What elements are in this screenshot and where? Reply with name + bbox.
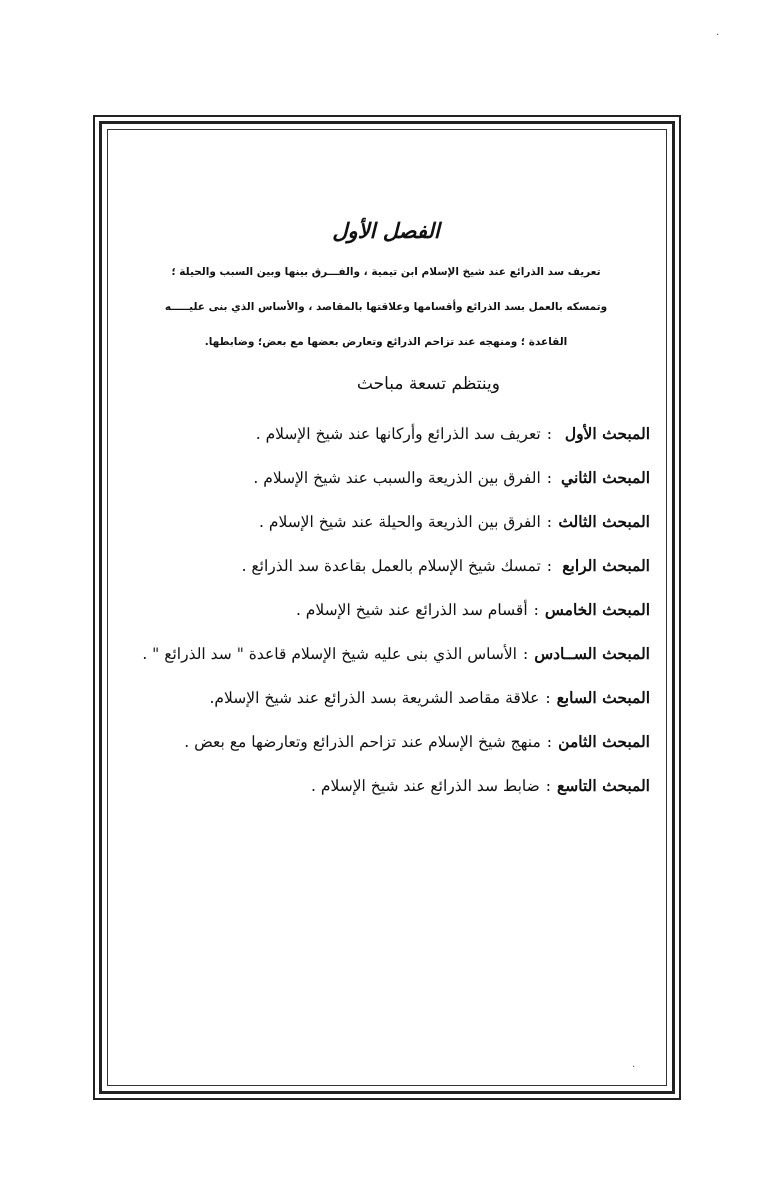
section-entry (122, 412, 650, 456)
sections-intro: وينتظم تسعة مباحث (356, 374, 500, 394)
section-entry (122, 632, 650, 676)
colon-separator: : (546, 513, 552, 531)
section-entry (122, 720, 650, 764)
section-title: الفرق بين الذريعة والحيلة عند شيخ الإسلام . (259, 513, 541, 531)
section-label: المبحث الخامس (544, 600, 650, 619)
summary-line: تعريف سد الذرائع عند شيخ الإسلام ابن تيمية ، والفـــرق بينها وبين السبب والحيلة ؛ (171, 266, 601, 278)
section-entry (122, 588, 650, 632)
section-title: علاقة مقاصد الشريعة بسد الذرائع عند شيخ الإسلام. (209, 689, 540, 707)
section-label: المبحث الســادس (534, 644, 650, 663)
section-entry (122, 456, 650, 500)
colon-separator: : (546, 425, 552, 443)
section-title: أقسام سد الذرائع عند شيخ الإسلام . (295, 601, 528, 619)
section-label: المبحث الرابع (562, 556, 650, 575)
summary-line: وتمسكه بالعمل بسد الذرائع وأقسامها وعلاقتها بالمقاصد ، والأساس الذي بنى عليـــــه (164, 301, 608, 313)
colon-separator: : (546, 469, 552, 487)
section-label: المبحث الأول (564, 424, 650, 443)
colon-separator: : (533, 601, 539, 619)
section-entry (122, 764, 650, 808)
scan-speck: · (632, 1062, 636, 1073)
section-title: منهج شيخ الإسلام عند تزاحم الذرائع وتعارضها مع بعض . (184, 733, 541, 751)
chapter-summary (122, 255, 650, 360)
section-label: المبحث التاسع (557, 776, 650, 795)
section-label: المبحث الثامن (558, 732, 650, 751)
scan-speck: · (716, 30, 720, 41)
section-entry (122, 544, 650, 588)
section-label: المبحث السابع (556, 688, 650, 707)
section-title: الأساس الذي بنى عليه شيخ الإسلام قاعدة " سد الذرائع " . (142, 645, 517, 663)
section-entry (122, 676, 650, 720)
summary-line: القاعدة ؛ ومنهجه عند تزاحم الذرائع وتعارض بعضها مع بعض؛ وضابطها. (204, 336, 568, 348)
section-title: ضابط سد الذرائع عند شيخ الإسلام . (311, 777, 540, 795)
page-content (122, 218, 650, 808)
section-entry (122, 500, 650, 544)
section-label: المبحث الثالث (558, 512, 650, 531)
chapter-title: الفصل الأول (332, 218, 440, 243)
colon-separator: : (546, 557, 552, 575)
colon-separator: : (545, 689, 551, 707)
colon-separator: : (546, 733, 552, 751)
colon-separator: : (545, 777, 552, 795)
section-title: الفرق بين الذريعة والسبب عند شيخ الإسلام . (253, 469, 541, 487)
section-title: تعريف سد الذرائع وأركانها عند شيخ الإسلام . (255, 425, 541, 443)
colon-separator: : (522, 645, 529, 663)
section-label: المبحث الثاني (561, 468, 650, 487)
section-title: تمسك شيخ الإسلام بالعمل بقاعدة سد الذرائع . (241, 557, 541, 575)
